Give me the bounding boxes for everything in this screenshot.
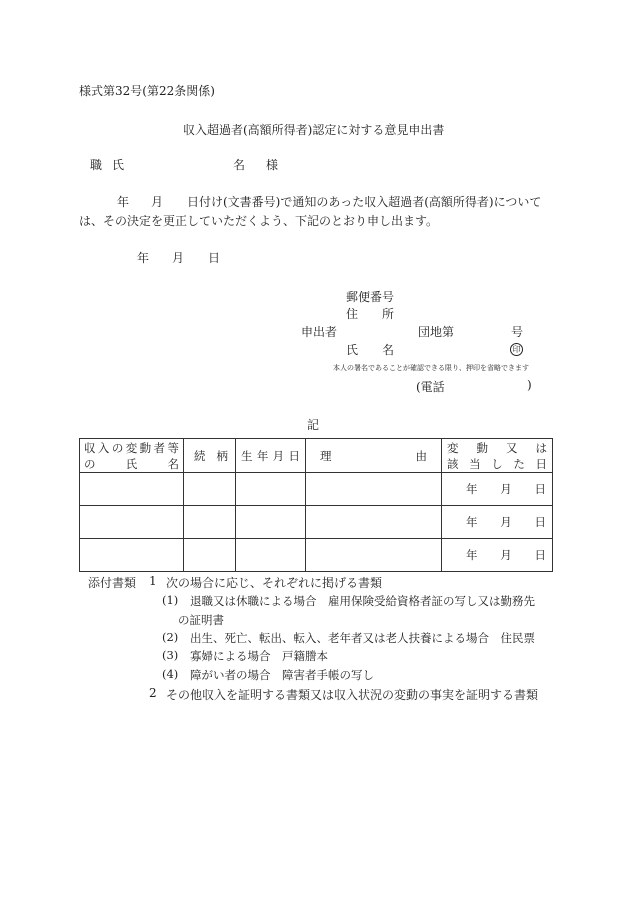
applicant-label: 申出者 bbox=[301, 325, 338, 339]
postal-code-label: 郵便番号 bbox=[346, 290, 395, 304]
table-row bbox=[80, 473, 553, 506]
table-header-row bbox=[80, 439, 553, 473]
attachment-sub-2-number: (2) bbox=[162, 630, 179, 644]
body-line-2: は、その決定を更正していただくよう、下記のとおり申し出ます。 bbox=[79, 214, 439, 228]
seal-omission-note: 本人の署名であることが確認できる限り、押印を省略できます bbox=[333, 364, 529, 372]
addressee-honorific: 様 bbox=[266, 158, 279, 172]
attachment-sub-4-text: 障がい者の場合 障害者手帳の写し bbox=[190, 668, 374, 682]
phone-label-open: (電話 bbox=[416, 380, 445, 394]
attachment-sub-1-continuation: の証明書 bbox=[178, 613, 224, 627]
attachment-sub-1-number: (1) bbox=[162, 593, 179, 607]
address-label-2: 所 bbox=[382, 307, 395, 321]
cell-reason[interactable] bbox=[306, 473, 442, 506]
document-title: 収入超過者(高額所得者)認定に対する意見申出書 bbox=[183, 123, 445, 137]
danchi-label: 団地第 bbox=[418, 325, 455, 339]
body-date-year: 年 bbox=[117, 195, 130, 209]
cell-change-date[interactable]: 年 月 日 bbox=[442, 506, 553, 539]
body-line-1: 日付け(文書番号)で通知のあった収入超過者(高額所得者)について bbox=[187, 195, 542, 209]
cell-reason[interactable] bbox=[306, 506, 442, 539]
phone-label-close: ) bbox=[527, 378, 532, 392]
body-date-month: 月 bbox=[151, 195, 164, 209]
cell-relationship[interactable] bbox=[184, 539, 236, 572]
attachment-sub-1-text: 退職又は休職による場合 雇用保険受給資格者証の写し又は勤務先 bbox=[190, 594, 535, 608]
attachment-sub-2-text: 出生、死亡、転出、転入、老年者又は老人扶養による場合 住民票 bbox=[190, 631, 535, 645]
cell-change-date[interactable]: 年 月 日 bbox=[442, 473, 553, 506]
header-person-name: 収 入 の 変 動 者 等 の 氏 名 bbox=[80, 439, 184, 473]
date-year: 年 bbox=[137, 251, 150, 265]
attachment-item-2-number: 2 bbox=[149, 686, 157, 700]
seal-mark: 印 bbox=[510, 343, 523, 356]
cell-birthdate[interactable] bbox=[236, 473, 306, 506]
address-label-1: 住 bbox=[346, 307, 359, 321]
name-label-1: 氏 bbox=[346, 343, 359, 357]
cell-relationship[interactable] bbox=[184, 506, 236, 539]
attachment-item-1-text: 次の場合に応じ、それぞれに掲げる書類 bbox=[166, 576, 383, 590]
room-number-label: 号 bbox=[511, 325, 524, 339]
cell-person-name[interactable] bbox=[80, 506, 184, 539]
addressee-name-label-1: 氏 bbox=[112, 158, 125, 172]
form-id: 様式第32号(第22条関係) bbox=[79, 84, 215, 98]
date-month: 月 bbox=[172, 251, 185, 265]
cell-reason[interactable] bbox=[306, 539, 442, 572]
cell-change-date[interactable]: 年 月 日 bbox=[442, 539, 553, 572]
income-change-table bbox=[79, 438, 553, 572]
addressee-position: 職 bbox=[90, 158, 103, 172]
name-label-2: 名 bbox=[382, 343, 395, 357]
attachment-sub-3-text: 寡婦による場合 戸籍謄本 bbox=[190, 649, 328, 663]
cell-birthdate[interactable] bbox=[236, 539, 306, 572]
header-change-date: 変 動 又 は 該 当 し た 日 bbox=[442, 439, 553, 473]
cell-person-name[interactable] bbox=[80, 539, 184, 572]
cell-birthdate[interactable] bbox=[236, 506, 306, 539]
ki-heading: 記 bbox=[307, 418, 320, 432]
table-row bbox=[80, 506, 553, 539]
addressee-name-label-2: 名 bbox=[233, 158, 246, 172]
header-birthdate: 生 年 月 日 bbox=[236, 439, 306, 473]
header-reason: 理 由 bbox=[306, 439, 442, 473]
cell-person-name[interactable] bbox=[80, 473, 184, 506]
attachments-label: 添付書類 bbox=[88, 576, 137, 590]
cell-relationship[interactable] bbox=[184, 473, 236, 506]
attachment-item-1-number: 1 bbox=[149, 574, 157, 588]
attachment-sub-3-number: (3) bbox=[162, 648, 179, 662]
attachment-sub-4-number: (4) bbox=[162, 667, 179, 681]
date-day: 日 bbox=[208, 251, 221, 265]
header-relationship: 続 柄 bbox=[184, 439, 236, 473]
table-row bbox=[80, 539, 553, 572]
attachment-item-2-text: その他収入を証明する書類又は収入状況の変動の事実を証明する書類 bbox=[166, 688, 539, 702]
